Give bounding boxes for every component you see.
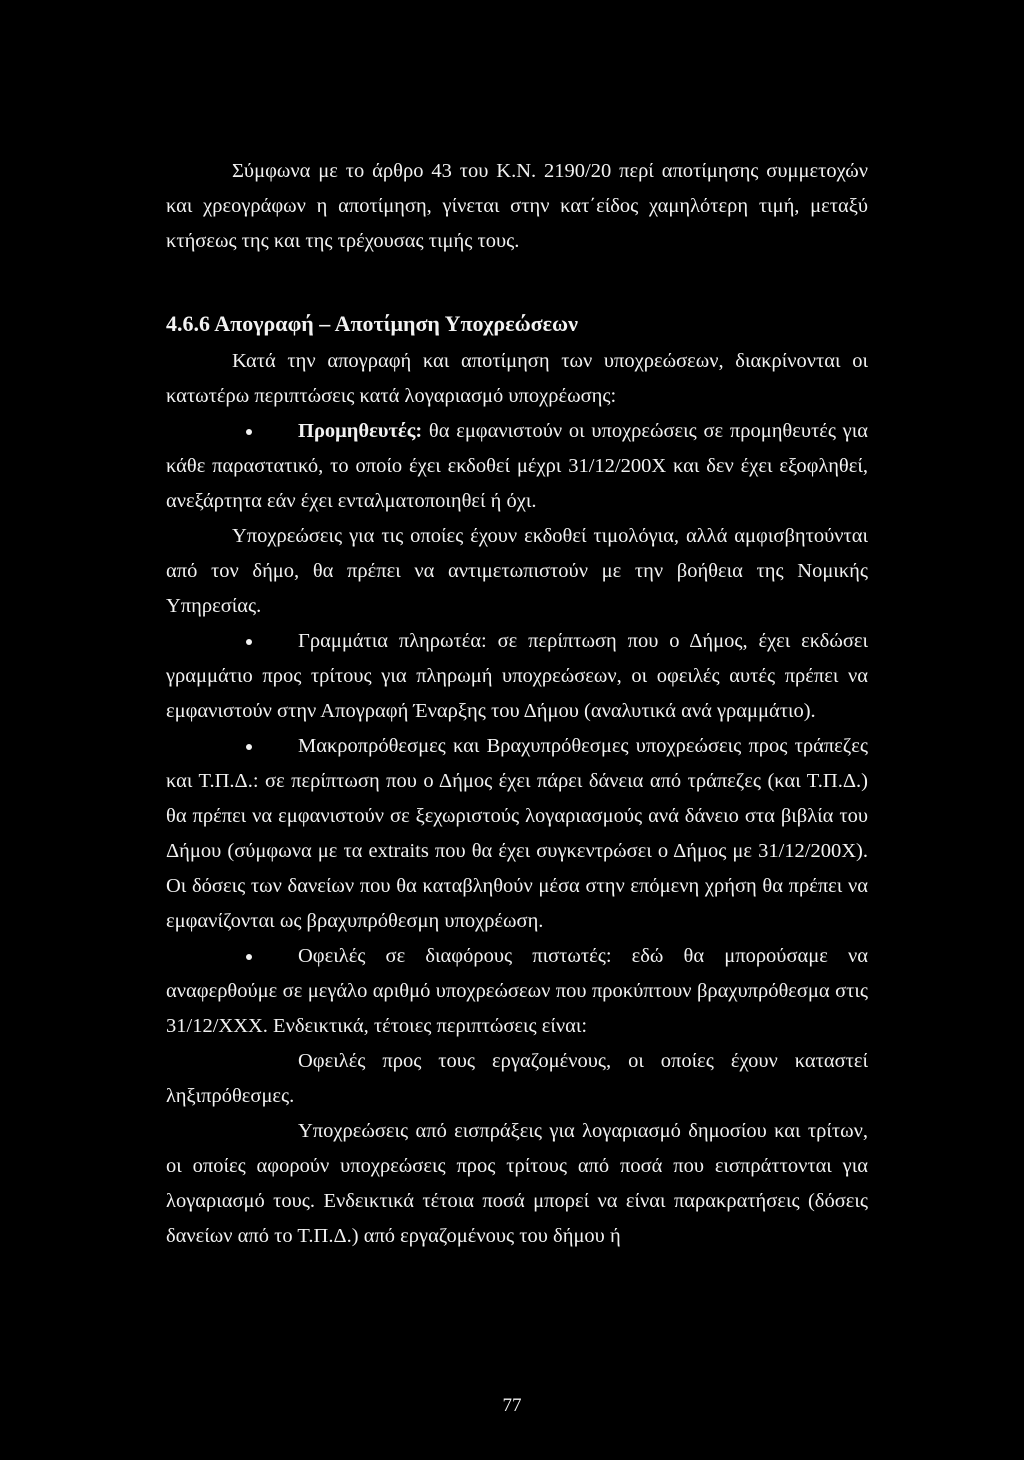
loans-text: Μακροπρόθεσμες και Βραχυπρόθεσμες υποχρεώσεις προς τράπεζες και Τ.Π.Δ.: σε περίπτωση που ο Δήμος έχει πάρει δάνεια από τράπεζες (και Τ.Π.Δ.) θα πρέπει να εμφανιστούν σε ξεχωριστούς λογαριασμούς ανά δάνειο στα βιβλία του Δήμου (σύμφωνα με τα extraits που θα έχει συγκεντρώσει ο Δήμος με 31/12/200Χ). Οι δόσεις των δανείων που θα καταβληθούν μέσα στην επόμενη χρήση θα πρέπει να εμφανίζονται ως βραχυπρόθεσμη υποχρέωση. [166,735,868,932]
bullet-icon [246,744,252,750]
section-heading: 4.6.6 Απογραφή – Αποτίμηση Υποχρεώσεων [166,311,578,336]
loans-bullet [166,729,868,939]
bullet-icon [246,639,252,645]
heading-intro-paragraph: Κατά την απογραφή και αποτίμηση των υποχρεώσεων, διακρίνονται οι κατωτέρω περιπτώσεις κατά λογαριασμό υποχρέωσης: [166,350,868,407]
creditors-bullet [166,939,868,1044]
collections-paragraph: Υποχρεώσεις από εισπράξεις για λογαριασμό δημοσίου και τρίτων, οι οποίες αφορούν υποχρεώσεις προς τρίτους από ποσά που εισπράττονται για λογαριασμό τους. Ενδεικτικά τέτοια ποσά μπορεί να είναι παρακρατήσεις (δόσεις δανείων από το Τ.Π.Δ.) από εργαζομένους του δήμου ή [166,1120,868,1247]
bills-bullet [166,624,868,729]
suppliers-bullet [166,414,868,519]
page-number: 77 [502,1395,522,1416]
disputed-paragraph: Υποχρεώσεις για τις οποίες έχουν εκδοθεί τιμολόγια, αλλά αμφισβητούνται από τον δήμο, θα πρέπει να αντιμετωπιστούν με την βοήθεια της Νομικής Υπηρεσίας. [166,525,868,617]
bullet-icon [246,429,252,435]
bills-text: Γραμμάτια πληρωτέα: σε περίπτωση που ο Δήμος, έχει εκδώσει γραμμάτιο προς τρίτους για πληρωμή υποχρεώσεων, οι οφειλές αυτές πρέπει να εμφανιστούν στην Απογραφή Έναρξης του Δήμου (αναλυτικά ανά γραμμάτιο). [166,630,868,722]
creditors-text: Οφειλές σε διαφόρους πιστωτές: εδώ θα μπορούσαμε να αναφερθούμε σε μεγάλο αριθμό υποχρεώσεων που προκύπτουν βραχυπρόθεσμα στις 31/12/ΧΧΧ. Ενδεικτικά, τέτοιες περιπτώσεις είναι: [166,945,868,1037]
suppliers-text: θα εμφανιστούν οι υποχρεώσεις σε προμηθευτές για κάθε παραστατικό, το οποίο έχει εκδοθεί μέχρι 31/12/200Χ και δεν έχει εξοφληθεί, ανεξάρτητα εάν έχει ενταλματοποιηθεί ή όχι. [166,420,868,512]
intro-paragraph: Σύμφωνα με το άρθρο 43 του Κ.Ν. 2190/20 περί αποτίμησης συμμετοχών και χρεογράφων η αποτίμηση, γίνεται στην κατ΄είδος χαμηλότερη τιμή, μεταξύ κτήσεως της και της τρέχουσας τιμής τους. [166,160,868,252]
suppliers-label: Προμηθευτές: [298,420,423,442]
document-page [166,154,868,1254]
employees-paragraph: Οφειλές προς τους εργαζομένους, οι οποίες έχουν καταστεί ληξιπρόθεσμες. [166,1050,868,1107]
bullet-icon [246,954,252,960]
